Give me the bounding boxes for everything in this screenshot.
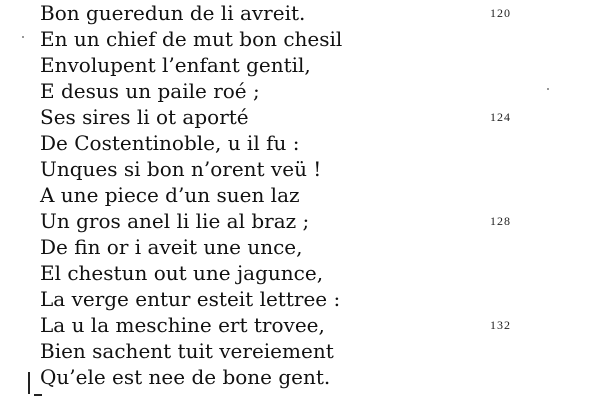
margin-mark (28, 372, 30, 394)
line-number: 128 (490, 214, 511, 228)
line-number: 120 (490, 6, 511, 20)
verse-line: De fin or i aveit une unce, (40, 235, 303, 259)
scan-speck (547, 88, 549, 90)
verse-line: Ses sires li ot aporté (40, 105, 249, 129)
verse-line: Un gros anel li lie al braz ; (40, 209, 310, 233)
scan-speck (22, 36, 24, 38)
verse-line: De Costentinoble, u il fu : (40, 131, 300, 155)
verse-line: El chestun out une jagunce, (40, 261, 324, 285)
line-number: 124 (490, 110, 511, 124)
verse-line: En un chief de mut bon chesil (40, 27, 343, 51)
verse-line: La u la meschine ert trovee, (40, 313, 325, 337)
line-number: 132 (490, 318, 511, 332)
verse-line: Bien sachent tuit vereiement (40, 339, 334, 363)
verse-line: La verge entur esteit lettree : (40, 287, 341, 311)
verse-line: A une piece d’un suen laz (40, 183, 300, 207)
verse-line: Bon gueredun de li avreit. (40, 1, 306, 25)
verse-line: Envolupent l’enfant gentil, (40, 53, 311, 77)
verse-line: Unques si bon n’orent veü ! (40, 157, 322, 181)
verse-line: E desus un paile roé ; (40, 79, 260, 103)
verse-line: Qu’ele est nee de bone gent. (40, 365, 331, 389)
margin-mark (34, 394, 42, 396)
